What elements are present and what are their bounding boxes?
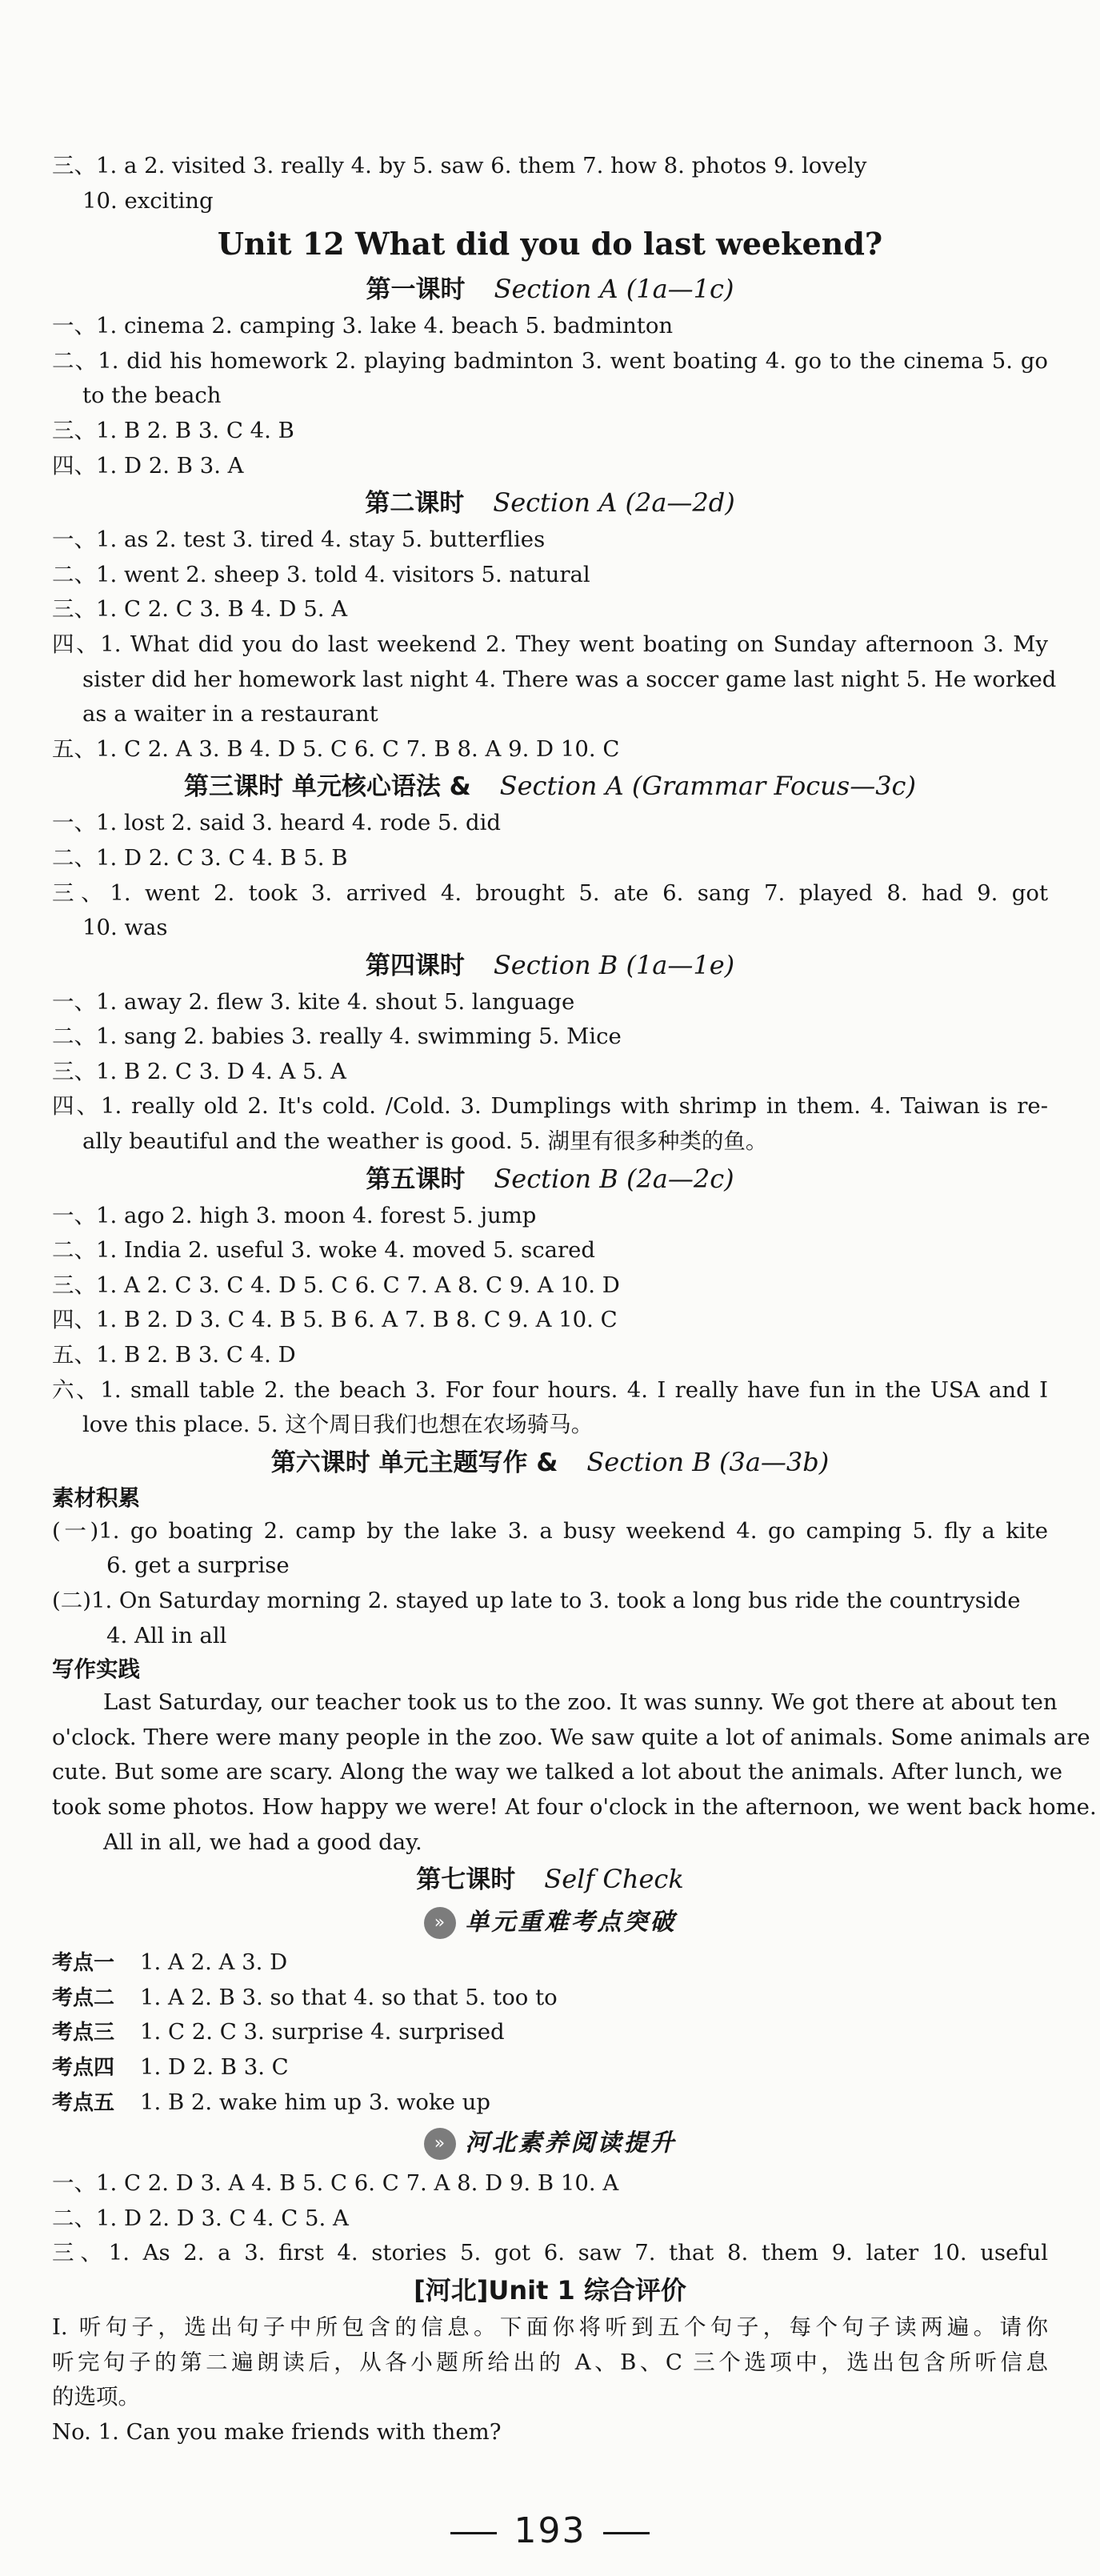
lesson-heading-zh: 第六课时 单元主题写作 & (270, 1448, 558, 1477)
answer-line: 五、1. C 2. A 3. B 4. D 5. C 6. C 7. B 8. A 9. D 10. C (52, 735, 620, 762)
unit-review-heading: [河北]Unit 1 综合评价 (414, 2274, 686, 2306)
lesson-heading-zh: 第三课时 单元核心语法 & (184, 772, 471, 802)
answer-line: All in all, we had a good day. (103, 1829, 422, 1855)
lesson-heading (52, 270, 1048, 309)
answer-line: 三、1. a 2. visited 3. really 4. by 5. saw 6. them 7. how 8. photos 9. lovely (52, 153, 867, 178)
answer-line: 二、1. D 2. C 3. C 4. B 5. B (52, 844, 348, 871)
answer-line: cute. But some are scary. Along the way we talked a lot about the animals. After lunch, we (52, 1759, 1062, 1785)
answer-line: (一)1. go boating 2. camp by the lake 3. a busy weekend 4. go camping 5. fly a kite (52, 1517, 1048, 1544)
answer-line: love this place. 5. 这个周日我们也想在农场骑马。 (82, 1412, 594, 1438)
answer-line: 三、1. C 2. C 3. B 4. D 5. A (52, 596, 348, 623)
answer-key-page (52, 149, 1097, 2450)
section-banner (52, 2120, 1048, 2166)
unit-title: Unit 12 What did you do last weekend? (217, 226, 883, 262)
key-point-answers: 1. A 2. A 3. D (140, 1949, 288, 1976)
answer-line: 一、1. C 2. D 3. A 4. B 5. C 6. C 7. A 8. D 9. B 10. A (52, 2170, 619, 2197)
lesson-heading-en: Section A (Grammar Focus—3c) (499, 771, 916, 802)
key-point-answers: 1. D 2. B 3. C (140, 2053, 289, 2080)
key-point-answers: 1. C 2. C 3. surprise 4. surprised (140, 2019, 505, 2045)
answer-line: 10. exciting (82, 187, 214, 214)
lesson-heading-zh: 第一课时 (366, 275, 466, 305)
key-point-line (52, 2050, 1048, 2085)
answer-line: 三、1. went 2. took 3. arrived 4. brought 5. ate 6. sang 7. played 8. had 9. got (52, 879, 1048, 906)
lesson-heading-en: Self Check (544, 1864, 684, 1895)
lesson-heading (52, 1443, 1048, 1482)
answer-line: 6. get a surprise (106, 1552, 290, 1579)
answer-line: 的选项。 (52, 2384, 140, 2410)
answer-line: 五、1. B 2. B 3. C 4. D (52, 1342, 296, 1368)
key-point-line (52, 1945, 1048, 1981)
footer-dash-left (450, 2532, 497, 2534)
answer-line: 二、1. India 2. useful 3. woke 4. moved 5. scared (52, 1237, 596, 1264)
answer-line: took some photos. How happy we were! At four o'clock in the afternoon, we went back home. (52, 1793, 1097, 1820)
answer-line: 三、1. B 2. B 3. C 4. B (52, 417, 294, 443)
answer-line: 一、1. cinema 2. camping 3. lake 4. beach 5. badminton (52, 313, 674, 339)
lesson-heading-zh: 第七课时 (416, 1865, 516, 1895)
answer-line: No. 1. Can you make friends with them? (52, 2418, 502, 2445)
key-point-line (52, 2015, 1048, 2050)
banner-title: 单元重难考点突破 (465, 1908, 677, 1937)
answer-line: to the beach (82, 383, 222, 409)
footer-dash-right (603, 2532, 650, 2534)
answer-line: 三、1. B 2. C 3. D 4. A 5. A (52, 1058, 346, 1084)
answer-line: 二、1. D 2. D 3. C 4. C 5. A (52, 2205, 349, 2231)
answer-line: 六、1. small table 2. the beach 3. For four hours. 4. I really have fun in the USA and I (52, 1376, 1048, 1403)
answer-line: 四、1. B 2. D 3. C 4. B 5. B 6. A 7. B 8. C 9. A 10. C (52, 1307, 618, 1333)
lesson-heading (52, 483, 1048, 523)
answer-line: 一、1. lost 2. said 3. heard 4. rode 5. did (52, 810, 501, 836)
answer-line: 四、1. D 2. B 3. A (52, 452, 244, 479)
key-point-label: 考点二 (52, 1985, 115, 2010)
answer-line: Last Saturday, our teacher took us to the zoo. It was sunny. We got there at about ten (103, 1689, 1058, 1716)
page-number: 193 (514, 2510, 586, 2551)
section-banner (52, 1899, 1048, 1945)
answer-line: (二)1. On Saturday morning 2. stayed up late to 3. took a long bus ride the countryside (52, 1588, 1021, 1613)
section-label: 素材积累 (52, 1484, 140, 1511)
lesson-heading (52, 767, 1048, 806)
double-chevron-icon: » (424, 1907, 456, 1939)
answer-line: as a waiter in a restaurant (82, 701, 378, 727)
key-point-line (52, 1981, 1048, 2016)
answer-line: 一、1. as 2. test 3. tired 4. stay 5. butterflies (52, 527, 546, 553)
lesson-heading-zh: 第五课时 (366, 1164, 466, 1194)
lesson-heading (52, 1860, 1048, 1899)
lesson-heading (52, 946, 1048, 985)
answer-line: ally beautiful and the weather is good. 5. 湖里有很多种类的鱼。 (82, 1128, 768, 1155)
key-point-label: 考点五 (52, 2090, 115, 2115)
answer-line: sister did her homework last night 4. There was a soccer game last night 5. He worked (82, 666, 1057, 692)
key-point-label: 考点一 (52, 1951, 115, 1976)
section-label: 写作实践 (52, 1657, 140, 1683)
answer-line: 4. All in all (106, 1622, 227, 1649)
lesson-heading-en: Section B (1a—1e) (493, 949, 735, 980)
answer-line: 10. was (82, 915, 168, 941)
key-point-line (52, 2085, 1048, 2121)
lesson-heading-en: Section A (2a—2d) (493, 487, 735, 519)
key-point-label: 考点四 (52, 2055, 115, 2080)
answer-line: 听完句子的第二遍朗读后，从各小题所给出的 A、B、C 三个选项中，选出包含所听信息 (52, 2349, 1048, 2375)
answer-line: 一、1. away 2. flew 3. kite 4. shout 5. language (52, 988, 575, 1015)
answer-line: 三、1. A 2. C 3. C 4. D 5. C 6. C 7. A 8. C 9. A 10. D (52, 1272, 620, 1298)
answer-line: 三、1. As 2. a 3. first 4. stories 5. got 6. saw 7. that 8. them 9. later 10. useful (52, 2240, 1048, 2266)
lesson-heading-en: Section A (1a—1c) (494, 274, 734, 305)
answer-line: 一、1. ago 2. high 3. moon 4. forest 5. jump (52, 1202, 537, 1228)
answer-line: 四、1. really old 2. It's cold. /Cold. 3. Dumplings with shrimp in them. 4. Taiwan is re- (52, 1093, 1048, 1120)
page-number-footer (0, 2510, 1100, 2551)
key-point-answers: 1. B 2. wake him up 3. woke up (140, 2089, 490, 2115)
lesson-heading-en: Section B (3a—3b) (586, 1446, 830, 1477)
answer-line: 四、1. What did you do last weekend 2. They went boating on Sunday afternoon 3. My (52, 631, 1048, 657)
key-point-answers: 1. A 2. B 3. so that 4. so that 5. too to (140, 1984, 558, 2010)
double-chevron-icon: » (424, 2128, 456, 2160)
answer-line: 二、1. did his homework 2. playing badminton 3. went boating 4. go to the cinema 5. go (52, 347, 1048, 374)
lesson-heading-zh: 第二课时 (365, 489, 465, 519)
answer-line: o'clock. There were many people in the zoo. We saw quite a lot of animals. Some animals are (52, 1724, 1090, 1750)
answer-line: 二、1. went 2. sheep 3. told 4. visitors 5. natural (52, 561, 590, 587)
lesson-heading-en: Section B (2a—2c) (494, 1163, 734, 1194)
answer-line: 二、1. sang 2. babies 3. really 4. swimming 5. Mice (52, 1024, 622, 1050)
banner-title: 河北素养阅读提升 (465, 2129, 677, 2157)
key-point-label: 考点三 (52, 2021, 115, 2045)
lesson-heading (52, 1160, 1048, 1199)
lesson-heading-zh: 第四课时 (365, 951, 465, 980)
answer-line: I. 听句子，选出句子中所包含的信息。下面你将听到五个句子，每个句子读两遍。请你 (52, 2314, 1048, 2340)
